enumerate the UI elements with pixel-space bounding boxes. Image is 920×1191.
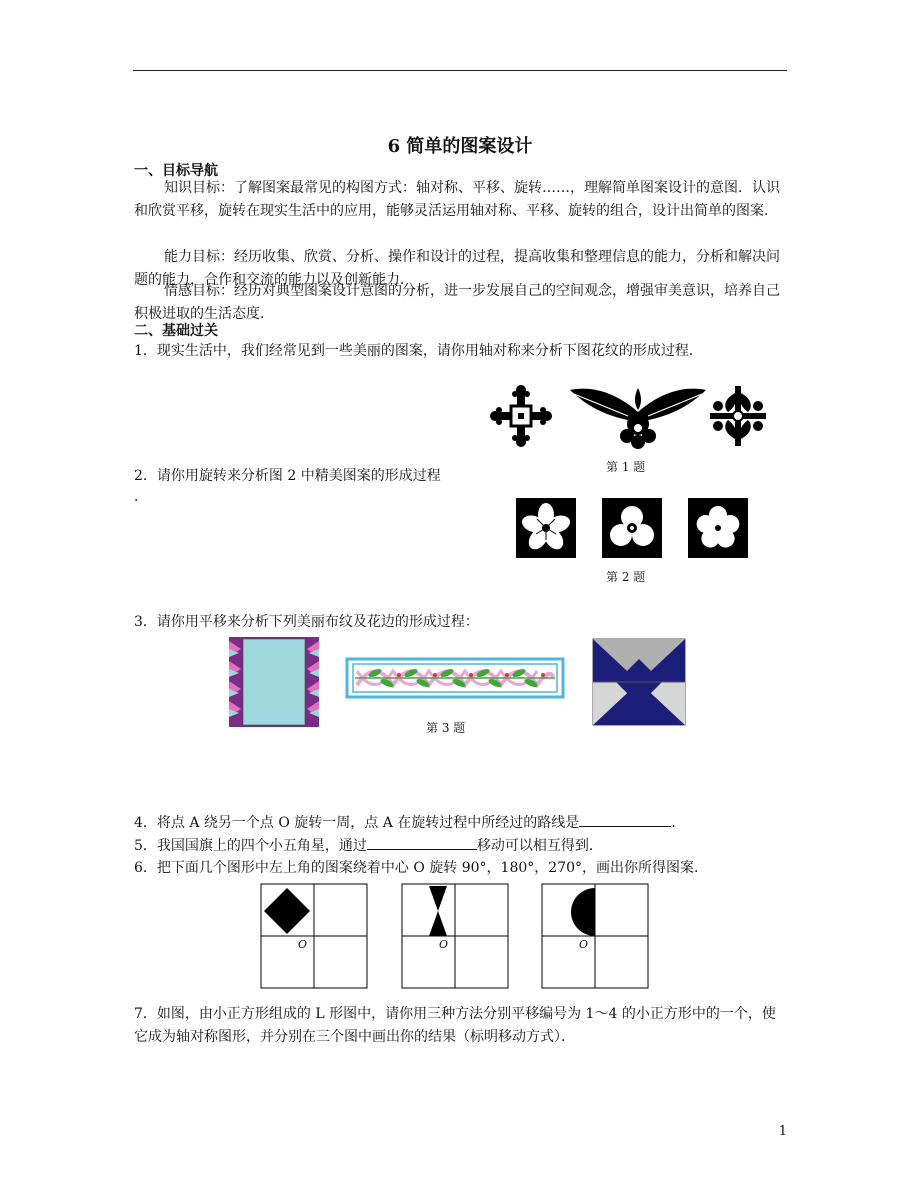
center-label-o: O <box>579 938 589 951</box>
center-label-o: O <box>298 938 308 951</box>
flower-tile-2-icon <box>602 498 662 558</box>
rotation-grid-3 <box>541 883 651 991</box>
section-heading-basics: 二、基础过关 <box>134 323 218 339</box>
rotation-grid-2 <box>401 883 511 991</box>
section-heading-goals: 一、目标导航 <box>134 163 218 179</box>
knowledge-goal-text: 知识目标：了解图案最常见的构图方式：轴对称、平移、旋转……，理解简单图案设计的意图．认识和欣赏平移，旋转在现实生活中的应用，能够灵活运用轴对称、平移、旋转的组合，设计出简单的图案． <box>134 180 780 219</box>
emotion-goal-text: 情感目标：经历对典型图案设计意图的分析，进一步发展自己的空间观念，增强审美意识，培养自己积极进取的生活态度． <box>134 283 780 322</box>
figure-2-caption: 第 2 题 <box>606 570 646 584</box>
page-number: 1 <box>778 1124 787 1139</box>
ability-goal-text: 能力目标：经历收集、欣赏、分析、操作和设计的过程，提高收集和整理信息的能力，分析和解决问题的能力，合作和交流的能力以及创新能力． <box>134 249 780 288</box>
ornament-leaf-icon <box>710 386 766 446</box>
question-1: 1．现实生活中，我们经常见到一些美丽的图案，请你用轴对称来分析下图花纹的形成过程． <box>134 343 703 359</box>
ornament-cross-icon <box>490 385 552 447</box>
question-5 <box>134 835 603 855</box>
ornament-wings-icon <box>570 388 706 449</box>
question-4-end: ． <box>671 815 686 831</box>
flower-tile-1-icon <box>516 498 576 558</box>
figure-3-caption: 第 3 题 <box>426 721 466 735</box>
center-label-o: O <box>439 938 449 951</box>
question-6: 6．把下面几个图形中左上角的图案绕着中心 O 旋转 90°，180°，270°，画出你所得图案． <box>134 860 708 876</box>
fabric-panel <box>229 637 319 727</box>
answer-blank-4[interactable] <box>579 812 671 827</box>
lace-border <box>347 659 563 697</box>
rotation-grid-1 <box>260 883 370 991</box>
page-title: 6 简单的图案设计 <box>387 136 533 157</box>
question-2-end: ． <box>134 489 148 505</box>
figure-1-ornaments <box>488 382 778 450</box>
question-5-text: 5．我国国旗上的四个小五角星，通过 <box>134 838 367 854</box>
question-4 <box>134 812 685 832</box>
question-7: 7．如图，由小正方形组成的 L 形图中，请你用三种方法分别平移编号为 1～4 的小正方形中的一个，使它成为轴对称图形，并分别在三个图中画出你的结果（标明移动方式）． <box>134 1006 776 1045</box>
figure-2-flowers <box>514 496 762 560</box>
header-rule <box>133 70 787 71</box>
figure-1-caption: 第 1 题 <box>606 460 646 474</box>
figure-3-patterns <box>229 637 689 729</box>
question-4-text: 4．将点 A 绕另一个点 O 旋转一周，点 A 在旋转过程中所经过的路线是 <box>134 815 580 831</box>
diamond-tile <box>593 639 685 725</box>
flower-tile-3-icon <box>688 498 748 558</box>
answer-blank-5[interactable] <box>367 835 477 850</box>
question-3: 3．请你用平移来分析下列美丽布纹及花边的形成过程： <box>134 614 479 630</box>
question-2: 2．请你用旋转来分析图 2 中精美图案的形成过程 <box>134 468 441 484</box>
question-5-end: 移动可以相互得到． <box>476 838 603 854</box>
